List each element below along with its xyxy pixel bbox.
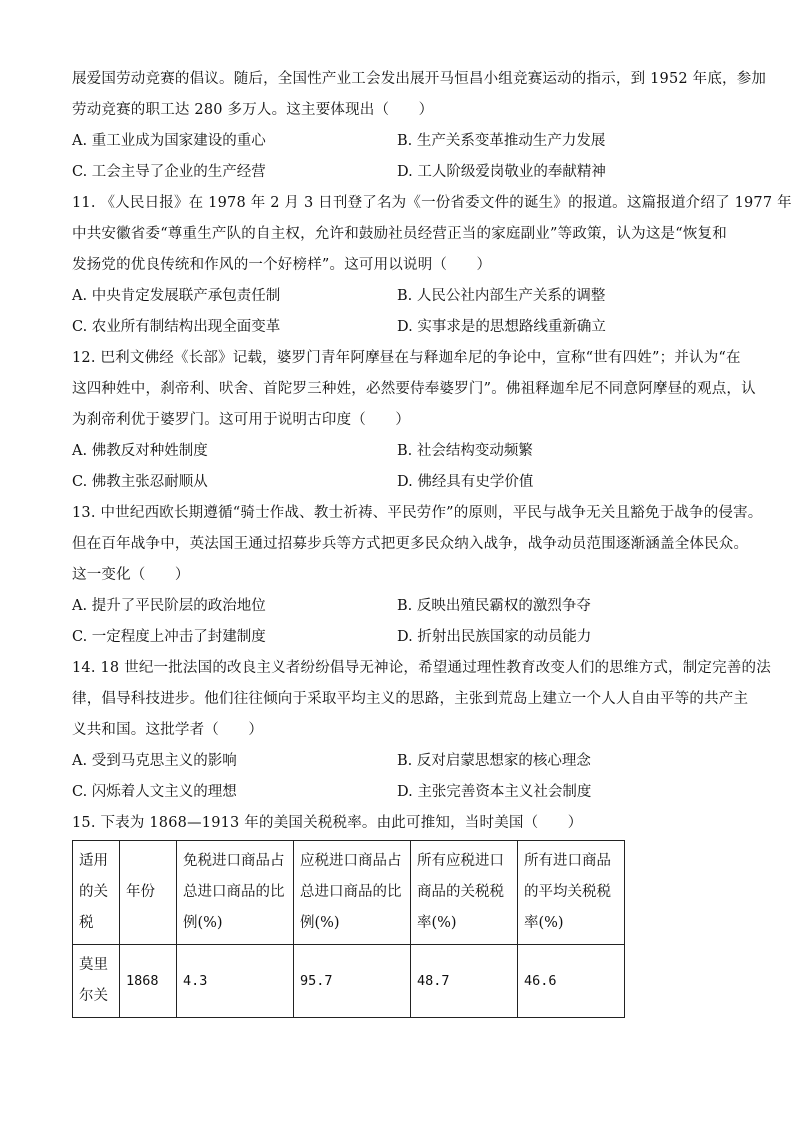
header-cell-year: 年份 xyxy=(120,841,177,945)
option-a: A. 中央肯定发展联产承包责任制 xyxy=(72,288,281,304)
question-stem-line: 11. 《人民日报》在 1978 年 2 月 3 日刊登了名为《一份省委文件的诞生》的报道。这篇报道介绍了 1977 年 xyxy=(72,195,792,211)
option-d: D. 佛经具有史学价值 xyxy=(397,474,534,490)
option-d: D. 实事求是的思想路线重新确立 xyxy=(397,319,606,335)
question-stem-line: 中共安徽省委“尊重生产队的自主权，允许和鼓励社员经营正当的家庭副业”等政策，认为这是“恢复和 xyxy=(72,226,727,242)
option-a: A. 佛教反对种姓制度 xyxy=(72,443,208,459)
header-cell-average-rate: 所有进口商品 的平均关税税 率(%) xyxy=(518,841,625,945)
options-row xyxy=(72,777,724,808)
question-stem-line: 这一变化（ ） xyxy=(72,567,190,583)
option-c: C. 工会主导了企业的生产经营 xyxy=(72,164,266,180)
option-c: C. 一定程度上冲击了封建制度 xyxy=(72,629,266,645)
cell-average-rate: 46.6 xyxy=(518,945,625,1018)
question-stem-line: 12. 巴利文佛经《长部》记载，婆罗门青年阿摩昼在与释迦牟尼的争论中，宣称“世有四姓”；并认为“在 xyxy=(72,350,741,366)
table-header-row xyxy=(73,841,625,945)
cell-tariff-name: 莫里 尔关 xyxy=(73,945,120,1018)
question-12 xyxy=(72,343,756,498)
options-row xyxy=(72,126,724,157)
question-stem-line: 为刹帝利优于婆罗门。这可用于说明古印度（ ） xyxy=(72,412,411,428)
options-row xyxy=(72,312,724,343)
question-stem-line: 13. 中世纪西欧长期遵循“骑士作战、教士祈祷、平民劳作”的原则，平民与战争无关且豁免于战争的侵害。 xyxy=(72,505,763,521)
header-cell-free-share: 免税进口商品占 总进口商品的比 例(%) xyxy=(177,841,294,945)
option-b: B. 人民公社内部生产关系的调整 xyxy=(397,288,606,304)
question-13 xyxy=(72,498,763,653)
option-c: C. 佛教主张忍耐顺从 xyxy=(72,474,208,490)
cell-dutiable-rate: 48.7 xyxy=(411,945,518,1018)
header-cell-dutiable-rate: 所有应税进口 商品的关税税 率(%) xyxy=(411,841,518,945)
options-row xyxy=(72,591,724,622)
option-b: B. 反映出殖民霸权的激烈争夺 xyxy=(397,598,591,614)
cell-free-share: 4.3 xyxy=(177,945,294,1018)
option-b: B. 反对启蒙思想家的核心理念 xyxy=(397,753,591,769)
header-cell-dutiable-share: 应税进口商品占 总进口商品的比 例(%) xyxy=(294,841,411,945)
option-a: A. 重工业成为国家建设的重心 xyxy=(72,133,266,149)
question-stem-line: 15. 下表为 1868—1913 年的美国关税税率。由此可推知，当时美国（ ） xyxy=(72,815,583,831)
options-row xyxy=(72,157,724,188)
exam-page xyxy=(72,64,792,839)
question-15 xyxy=(72,808,724,839)
options-row xyxy=(72,467,724,498)
cell-dutiable-share: 95.7 xyxy=(294,945,411,1018)
question-14 xyxy=(72,653,771,808)
question-stem-line: 14. 18 世纪一批法国的改良主义者纷纷倡导无神论，希望通过理性教育改变人们的思维方式，制定完善的法 xyxy=(72,660,771,676)
options-row xyxy=(72,622,724,653)
option-a: A. 提升了平民阶层的政治地位 xyxy=(72,598,266,614)
option-d: D. 主张完善资本主义社会制度 xyxy=(397,784,592,800)
tariff-table xyxy=(72,840,625,1018)
options-row xyxy=(72,746,724,777)
question-stem-line: 劳动竞赛的职工达 280 多万人。这主要体现出（ ） xyxy=(72,102,434,118)
question-stem-line: 发扬党的优良传统和作风的一个好榜样”。这可用以说明（ ） xyxy=(72,257,492,273)
question-stem-line: 律，倡导科技进步。他们往往倾向于采取平均主义的思路，主张到荒岛上建立一个人人自由平等的共产主 xyxy=(72,691,749,707)
question-stem-line: 展爱国劳动竞赛的倡议。随后，全国性产业工会发出展开马恒昌小组竞赛运动的指示，到 1952 年底，参加 xyxy=(72,71,767,87)
option-b: B. 生产关系变革推动生产力发展 xyxy=(397,133,606,149)
options-row xyxy=(72,281,724,312)
question-stem-line: 义共和国。这批学者（ ） xyxy=(72,722,264,738)
options-row xyxy=(72,436,724,467)
question-11 xyxy=(72,188,792,343)
question-10 xyxy=(72,64,767,188)
option-c: C. 农业所有制结构出现全面变革 xyxy=(72,319,281,335)
question-stem-line: 但在百年战争中，英法国王通过招募步兵等方式把更多民众纳入战争，战争动员范围逐渐涵盖全体民众。 xyxy=(72,536,749,552)
cell-year: 1868 xyxy=(120,945,177,1018)
table-row xyxy=(73,945,625,1018)
header-cell-tariff: 适用 的关 税 xyxy=(73,841,120,945)
option-d: D. 折射出民族国家的动员能力 xyxy=(397,629,592,645)
question-stem-line: 这四种姓中，刹帝利、吠舍、首陀罗三种姓，必然要侍奉婆罗门”。佛祖释迦牟尼不同意阿摩昼的观点，认 xyxy=(72,381,756,397)
option-c: C. 闪烁着人文主义的理想 xyxy=(72,784,237,800)
option-a: A. 受到马克思主义的影响 xyxy=(72,753,237,769)
option-d: D. 工人阶级爱岗敬业的奉献精神 xyxy=(397,164,606,180)
option-b: B. 社会结构变动频繁 xyxy=(397,443,533,459)
